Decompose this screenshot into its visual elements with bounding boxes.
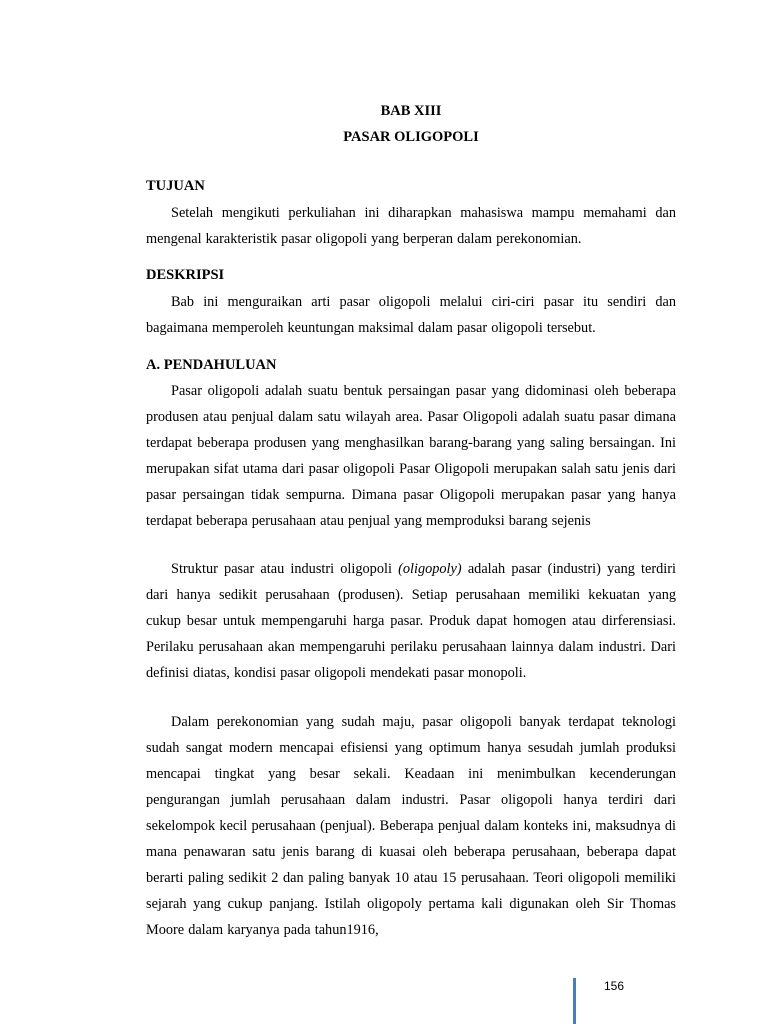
pendahuluan-paragraph-3: Dalam perekonomian yang sudah maju, pasar oligopoli banyak terdapat teknologi sudah sangat modern mencapai efisiensi yang optimum hanya sesudah jumlah produksi mencapai tingkat yang besar sekali. Keadaan ini menimbulkan kecenderungan pengurangan jumlah perusahaan dalam industri. Pasar oligopoli hanya terdiri dari sekelompok kecil perusahaan (penjual). Beberapa penjual dalam konteks ini, maksudnya di mana penawaran satu jenis barang di kuasai oleh beberapa perusahaan, beberapa dapat berarti paling sedikit 2 dan paling banyak 10 atau 15 perusahaan. Teori oligopoli memiliki sejarah yang cukup panjang. Istilah oligopoly pertama kali digunakan oleh Sir Thomas Moore dalam karyanya pada tahun1916, [146,714,676,938]
page-number: 156 [604,979,625,993]
pendahuluan-paragraph-1: Pasar oligopoli adalah suatu bentuk persaingan pasar yang didominasi oleh beberapa produsen atau penjual dalam satu wilayah area. Pasar Oligopoli adalah suatu pasar dimana terdapat beberapa produsen yang menghasilkan barang-barang yang saling bersaingan. Ini merupakan sifat utama dari pasar oligopoli Pasar Oligopoli merupakan salah satu jenis dari pasar persaingan tidak sempurna. Dimana pasar Oligopoli merupakan pasar yang hanya terdapat beberapa perusahaan atau penjual yang memproduksi barang sejenis [146,383,676,529]
paragraph-2-text-after: adalah pasar (industri) yang terdiri dari hanya sedikit perusahaan (produsen). Setiap perusahaan memiliki kekuatan yang cukup besar untuk mempengaruhi harga pasar. Produk dapat homogen atau dirferensiasi. Perilaku perusahaan akan mempengaruhi perilaku perusahaan lainnya dalam industri. Dari definisi diatas, kondisi pasar oligopoli mendekati pasar monopoli. [146,561,676,681]
page-number-divider-bar [573,978,576,1024]
paragraph-2-text-before: Struktur pasar atau industri oligopoli [171,561,399,577]
chapter-title: PASAR OLIGOPOLI [343,129,479,145]
oligopoly-italic-term: (oligopoly) [398,561,462,577]
section-heading-tujuan: TUJUAN [146,178,205,194]
chapter-number: BAB XIII [380,103,442,119]
deskripsi-paragraph: Bab ini menguraikan arti pasar oligopoli melalui ciri-ciri pasar itu sendiri dan bagaimana memperoleh keuntungan maksimal dalam pasar oligopoli tersebut. [146,294,676,336]
pendahuluan-paragraph-2 [146,556,676,686]
tujuan-paragraph: Setelah mengikuti perkuliahan ini diharapkan mahasiswa mampu memahami dan mengenal karakteristik pasar oligopoli yang berperan dalam perekonomian. [146,205,676,247]
section-heading-pendahuluan: A. PENDAHULUAN [146,357,277,373]
section-heading-deskripsi: DESKRIPSI [146,267,225,283]
